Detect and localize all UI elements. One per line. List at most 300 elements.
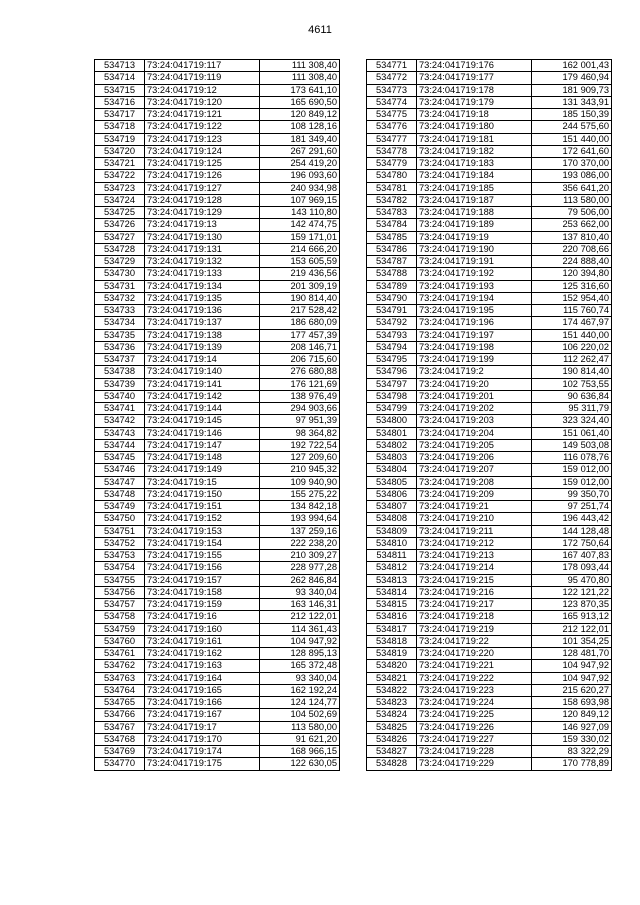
cadastral-value: 210 945,32 xyxy=(260,464,340,476)
table-row xyxy=(95,746,340,758)
cadastral-value: 192 722,54 xyxy=(260,439,340,451)
row-number: 534784 xyxy=(367,219,417,231)
cadastral-value: 190 814,40 xyxy=(260,292,340,304)
table-row xyxy=(95,721,340,733)
cadastral-number: 73:24:041719:191 xyxy=(417,256,532,268)
row-number: 534737 xyxy=(95,354,145,366)
cadastral-number: 73:24:041719:126 xyxy=(145,170,260,182)
cadastral-value: 151 440,00 xyxy=(532,133,612,145)
table-row xyxy=(367,133,612,145)
table-row xyxy=(367,305,612,317)
cadastral-number: 73:24:041719:189 xyxy=(417,219,532,231)
table-row xyxy=(95,231,340,243)
cadastral-value: 146 927,09 xyxy=(532,721,612,733)
cadastral-value: 97 951,39 xyxy=(260,415,340,427)
cadastral-value: 144 128,48 xyxy=(532,525,612,537)
row-number: 534781 xyxy=(367,182,417,194)
row-number: 534813 xyxy=(367,574,417,586)
row-number: 534790 xyxy=(367,292,417,304)
cadastral-number: 73:24:041719:19 xyxy=(417,231,532,243)
table-row xyxy=(367,648,612,660)
cadastral-number: 73:24:041719:166 xyxy=(145,697,260,709)
cadastral-number: 73:24:041719:156 xyxy=(145,562,260,574)
row-number: 534759 xyxy=(95,623,145,635)
row-number: 534770 xyxy=(95,758,145,770)
table-row xyxy=(95,170,340,182)
row-number: 534765 xyxy=(95,697,145,709)
row-number: 534747 xyxy=(95,476,145,488)
cadastral-number: 73:24:041719:224 xyxy=(417,697,532,709)
cadastral-table-right xyxy=(366,59,612,771)
row-number: 534807 xyxy=(367,501,417,513)
cadastral-number: 73:24:041719:157 xyxy=(145,574,260,586)
row-number: 534802 xyxy=(367,439,417,451)
cadastral-value: 170 370,00 xyxy=(532,158,612,170)
row-number: 534823 xyxy=(367,697,417,709)
cadastral-number: 73:24:041719:209 xyxy=(417,488,532,500)
cadastral-number: 73:24:041719:212 xyxy=(417,537,532,549)
cadastral-number: 73:24:041719:221 xyxy=(417,660,532,672)
row-number: 534718 xyxy=(95,121,145,133)
cadastral-number: 73:24:041719:146 xyxy=(145,427,260,439)
table-row xyxy=(95,292,340,304)
cadastral-number: 73:24:041719:144 xyxy=(145,403,260,415)
row-number: 534785 xyxy=(367,231,417,243)
cadastral-number: 73:24:041719:203 xyxy=(417,415,532,427)
cadastral-value: 276 680,88 xyxy=(260,366,340,378)
cadastral-number: 73:24:041719:147 xyxy=(145,439,260,451)
cadastral-value: 215 620,27 xyxy=(532,684,612,696)
cadastral-number: 73:24:041719:21 xyxy=(417,501,532,513)
row-number: 534722 xyxy=(95,170,145,182)
cadastral-number: 73:24:041719:124 xyxy=(145,145,260,157)
row-number: 534817 xyxy=(367,623,417,635)
row-number: 534753 xyxy=(95,550,145,562)
cadastral-value: 104 947,92 xyxy=(532,660,612,672)
row-number: 534767 xyxy=(95,721,145,733)
cadastral-number: 73:24:041719:218 xyxy=(417,611,532,623)
cadastral-number: 73:24:041719:202 xyxy=(417,403,532,415)
cadastral-value: 93 340,04 xyxy=(260,672,340,684)
table-row xyxy=(367,207,612,219)
cadastral-number: 73:24:041719:178 xyxy=(417,84,532,96)
table-row xyxy=(95,121,340,133)
table-row xyxy=(95,488,340,500)
table-row xyxy=(367,72,612,84)
cadastral-number: 73:24:041719:179 xyxy=(417,96,532,108)
table-row xyxy=(367,660,612,672)
row-number: 534821 xyxy=(367,672,417,684)
row-number: 534713 xyxy=(95,60,145,72)
row-number: 534815 xyxy=(367,599,417,611)
cadastral-number: 73:24:041719:117 xyxy=(145,60,260,72)
row-number: 534811 xyxy=(367,550,417,562)
cadastral-value: 91 621,20 xyxy=(260,733,340,745)
row-number: 534734 xyxy=(95,317,145,329)
cadastral-number: 73:24:041719:205 xyxy=(417,439,532,451)
table-row xyxy=(95,550,340,562)
cadastral-number: 73:24:041719:16 xyxy=(145,611,260,623)
cadastral-value: 151 061,40 xyxy=(532,427,612,439)
table-row xyxy=(95,758,340,770)
row-number: 534733 xyxy=(95,305,145,317)
cadastral-value: 162 001,43 xyxy=(532,60,612,72)
cadastral-value: 210 309,27 xyxy=(260,550,340,562)
table-row xyxy=(95,672,340,684)
table-row xyxy=(367,280,612,292)
table-row xyxy=(95,439,340,451)
table-row xyxy=(367,684,612,696)
table-row xyxy=(95,513,340,525)
row-number: 534773 xyxy=(367,84,417,96)
cadastral-value: 177 457,39 xyxy=(260,329,340,341)
cadastral-value: 228 977,28 xyxy=(260,562,340,574)
table-row xyxy=(95,366,340,378)
cadastral-value: 193 994,64 xyxy=(260,513,340,525)
row-number: 534778 xyxy=(367,145,417,157)
row-number: 534762 xyxy=(95,660,145,672)
row-number: 534740 xyxy=(95,390,145,402)
table-row xyxy=(95,390,340,402)
row-number: 534728 xyxy=(95,243,145,255)
cadastral-number: 73:24:041719:148 xyxy=(145,452,260,464)
row-number: 534779 xyxy=(367,158,417,170)
cadastral-value: 212 122,01 xyxy=(532,623,612,635)
cadastral-number: 73:24:041719:227 xyxy=(417,733,532,745)
row-number: 534719 xyxy=(95,133,145,145)
cadastral-number: 73:24:041719:167 xyxy=(145,709,260,721)
table-row xyxy=(367,488,612,500)
cadastral-number: 73:24:041719:154 xyxy=(145,537,260,549)
row-number: 534761 xyxy=(95,648,145,660)
table-row xyxy=(95,72,340,84)
cadastral-number: 73:24:041719:220 xyxy=(417,648,532,660)
cadastral-value: 323 324,40 xyxy=(532,415,612,427)
cadastral-number: 73:24:041719:134 xyxy=(145,280,260,292)
cadastral-value: 172 641,60 xyxy=(532,145,612,157)
cadastral-value: 168 966,15 xyxy=(260,746,340,758)
row-number: 534789 xyxy=(367,280,417,292)
cadastral-value: 79 506,00 xyxy=(532,207,612,219)
table-row xyxy=(367,292,612,304)
table-row xyxy=(367,268,612,280)
row-number: 534774 xyxy=(367,96,417,108)
page-number: 4611 xyxy=(308,24,332,36)
cadastral-number: 73:24:041719:208 xyxy=(417,476,532,488)
row-number: 534826 xyxy=(367,733,417,745)
row-number: 534794 xyxy=(367,341,417,353)
cadastral-number: 73:24:041719:206 xyxy=(417,452,532,464)
cadastral-number: 73:24:041719:193 xyxy=(417,280,532,292)
cadastral-value: 356 641,20 xyxy=(532,182,612,194)
table-row xyxy=(95,280,340,292)
cadastral-value: 254 419,20 xyxy=(260,158,340,170)
cadastral-number: 73:24:041719:125 xyxy=(145,158,260,170)
cadastral-value: 173 641,10 xyxy=(260,84,340,96)
cadastral-number: 73:24:041719:223 xyxy=(417,684,532,696)
row-number: 534793 xyxy=(367,329,417,341)
row-number: 534776 xyxy=(367,121,417,133)
row-number: 534725 xyxy=(95,207,145,219)
cadastral-number: 73:24:041719:184 xyxy=(417,170,532,182)
cadastral-value: 122 630,05 xyxy=(260,758,340,770)
cadastral-number: 73:24:041719:183 xyxy=(417,158,532,170)
cadastral-number: 73:24:041719:177 xyxy=(417,72,532,84)
cadastral-value: 149 503,08 xyxy=(532,439,612,451)
table-row xyxy=(95,635,340,647)
row-number: 534775 xyxy=(367,109,417,121)
cadastral-number: 73:24:041719:133 xyxy=(145,268,260,280)
cadastral-number: 73:24:041719:201 xyxy=(417,390,532,402)
cadastral-value: 120 849,12 xyxy=(532,709,612,721)
table-row xyxy=(367,256,612,268)
table-row xyxy=(367,84,612,96)
cadastral-number: 73:24:041719:15 xyxy=(145,476,260,488)
row-number: 534804 xyxy=(367,464,417,476)
table-row xyxy=(367,427,612,439)
table-row xyxy=(367,121,612,133)
row-number: 534714 xyxy=(95,72,145,84)
table-row xyxy=(367,721,612,733)
row-number: 534724 xyxy=(95,194,145,206)
table-row xyxy=(95,648,340,660)
cadastral-value: 240 934,98 xyxy=(260,182,340,194)
row-number: 534732 xyxy=(95,292,145,304)
row-number: 534782 xyxy=(367,194,417,206)
cadastral-value: 174 467,97 xyxy=(532,317,612,329)
table-row xyxy=(367,733,612,745)
row-number: 534721 xyxy=(95,158,145,170)
row-number: 534827 xyxy=(367,746,417,758)
cadastral-value: 186 680,09 xyxy=(260,317,340,329)
cadastral-value: 220 708,66 xyxy=(532,243,612,255)
cadastral-value: 196 093,60 xyxy=(260,170,340,182)
cadastral-number: 73:24:041719:131 xyxy=(145,243,260,255)
row-number: 534729 xyxy=(95,256,145,268)
cadastral-number: 73:24:041719:161 xyxy=(145,635,260,647)
cadastral-value: 127 209,60 xyxy=(260,452,340,464)
cadastral-value: 111 308,40 xyxy=(260,72,340,84)
row-number: 534795 xyxy=(367,354,417,366)
table-row xyxy=(367,341,612,353)
table-row xyxy=(95,537,340,549)
cadastral-number: 73:24:041719:123 xyxy=(145,133,260,145)
row-number: 534760 xyxy=(95,635,145,647)
cadastral-value: 122 121,22 xyxy=(532,586,612,598)
row-number: 534754 xyxy=(95,562,145,574)
cadastral-number: 73:24:041719:210 xyxy=(417,513,532,525)
cadastral-number: 73:24:041719:226 xyxy=(417,721,532,733)
row-number: 534727 xyxy=(95,231,145,243)
table-row xyxy=(95,660,340,672)
cadastral-number: 73:24:041719:127 xyxy=(145,182,260,194)
table-row xyxy=(95,317,340,329)
table-row xyxy=(367,464,612,476)
cadastral-number: 73:24:041719:199 xyxy=(417,354,532,366)
table-row xyxy=(367,525,612,537)
cadastral-value: 158 693,98 xyxy=(532,697,612,709)
table-row xyxy=(95,243,340,255)
row-number: 534797 xyxy=(367,378,417,390)
row-number: 534717 xyxy=(95,109,145,121)
row-number: 534745 xyxy=(95,452,145,464)
row-number: 534723 xyxy=(95,182,145,194)
cadastral-value: 212 122,01 xyxy=(260,611,340,623)
cadastral-number: 73:24:041719:213 xyxy=(417,550,532,562)
cadastral-number: 73:24:041719:192 xyxy=(417,268,532,280)
table-row xyxy=(367,231,612,243)
cadastral-number: 73:24:041719:164 xyxy=(145,672,260,684)
cadastral-value: 104 502,69 xyxy=(260,709,340,721)
cadastral-value: 99 350,70 xyxy=(532,488,612,500)
cadastral-number: 73:24:041719:149 xyxy=(145,464,260,476)
table-row xyxy=(367,194,612,206)
row-number: 534755 xyxy=(95,574,145,586)
cadastral-value: 163 146,31 xyxy=(260,599,340,611)
cadastral-number: 73:24:041719:132 xyxy=(145,256,260,268)
cadastral-value: 196 443,42 xyxy=(532,513,612,525)
cadastral-number: 73:24:041719:12 xyxy=(145,84,260,96)
cadastral-number: 73:24:041719:175 xyxy=(145,758,260,770)
row-number: 534787 xyxy=(367,256,417,268)
cadastral-table-left xyxy=(94,59,340,771)
row-number: 534824 xyxy=(367,709,417,721)
row-number: 534816 xyxy=(367,611,417,623)
table-row xyxy=(367,758,612,770)
cadastral-number: 73:24:041719:185 xyxy=(417,182,532,194)
cadastral-number: 73:24:041719:18 xyxy=(417,109,532,121)
cadastral-value: 107 969,15 xyxy=(260,194,340,206)
row-number: 534777 xyxy=(367,133,417,145)
row-number: 534786 xyxy=(367,243,417,255)
table-row xyxy=(367,611,612,623)
table-row xyxy=(367,329,612,341)
row-number: 534749 xyxy=(95,501,145,513)
cadastral-value: 95 470,80 xyxy=(532,574,612,586)
row-number: 534801 xyxy=(367,427,417,439)
table-row xyxy=(367,390,612,402)
cadastral-number: 73:24:041719:182 xyxy=(417,145,532,157)
cadastral-value: 165 690,50 xyxy=(260,96,340,108)
table-row xyxy=(367,182,612,194)
row-number: 534828 xyxy=(367,758,417,770)
cadastral-number: 73:24:041719:20 xyxy=(417,378,532,390)
row-number: 534748 xyxy=(95,488,145,500)
table-row xyxy=(367,746,612,758)
row-number: 534792 xyxy=(367,317,417,329)
cadastral-number: 73:24:041719:141 xyxy=(145,378,260,390)
row-number: 534764 xyxy=(95,684,145,696)
table-row xyxy=(95,562,340,574)
row-number: 534806 xyxy=(367,488,417,500)
row-number: 534803 xyxy=(367,452,417,464)
table-row xyxy=(367,697,612,709)
row-number: 534812 xyxy=(367,562,417,574)
table-row xyxy=(367,709,612,721)
cadastral-value: 128 481,70 xyxy=(532,648,612,660)
cadastral-number: 73:24:041719:222 xyxy=(417,672,532,684)
row-number: 534820 xyxy=(367,660,417,672)
row-number: 534814 xyxy=(367,586,417,598)
cadastral-number: 73:24:041719:121 xyxy=(145,109,260,121)
cadastral-value: 102 753,55 xyxy=(532,378,612,390)
cadastral-number: 73:24:041719:163 xyxy=(145,660,260,672)
cadastral-number: 73:24:041719:204 xyxy=(417,427,532,439)
cadastral-number: 73:24:041719:150 xyxy=(145,488,260,500)
row-number: 534805 xyxy=(367,476,417,488)
table-row xyxy=(95,697,340,709)
table-row xyxy=(367,599,612,611)
cadastral-value: 113 580,00 xyxy=(532,194,612,206)
table-row xyxy=(95,84,340,96)
cadastral-value: 179 460,94 xyxy=(532,72,612,84)
cadastral-value: 138 976,49 xyxy=(260,390,340,402)
cadastral-value: 185 150,39 xyxy=(532,109,612,121)
cadastral-number: 73:24:041719:228 xyxy=(417,746,532,758)
row-number: 534780 xyxy=(367,170,417,182)
cadastral-value: 95 311,79 xyxy=(532,403,612,415)
table-row xyxy=(95,586,340,598)
cadastral-number: 73:24:041719:13 xyxy=(145,219,260,231)
cadastral-number: 73:24:041719:17 xyxy=(145,721,260,733)
cadastral-number: 73:24:041719:176 xyxy=(417,60,532,72)
row-number: 534772 xyxy=(367,72,417,84)
row-number: 534825 xyxy=(367,721,417,733)
row-number: 534746 xyxy=(95,464,145,476)
table-row xyxy=(95,354,340,366)
cadastral-value: 201 309,19 xyxy=(260,280,340,292)
row-number: 534757 xyxy=(95,599,145,611)
cadastral-value: 172 750,64 xyxy=(532,537,612,549)
cadastral-value: 128 895,13 xyxy=(260,648,340,660)
row-number: 534743 xyxy=(95,427,145,439)
cadastral-value: 267 291,60 xyxy=(260,145,340,157)
table-row xyxy=(95,574,340,586)
table-row xyxy=(95,305,340,317)
table-row xyxy=(367,635,612,647)
table-row xyxy=(95,623,340,635)
cadastral-value: 116 078,76 xyxy=(532,452,612,464)
cadastral-value: 222 238,20 xyxy=(260,537,340,549)
cadastral-number: 73:24:041719:165 xyxy=(145,684,260,696)
cadastral-number: 73:24:041719:135 xyxy=(145,292,260,304)
table-row xyxy=(95,341,340,353)
row-number: 534735 xyxy=(95,329,145,341)
cadastral-number: 73:24:041719:130 xyxy=(145,231,260,243)
row-number: 534715 xyxy=(95,84,145,96)
table-row xyxy=(367,170,612,182)
cadastral-value: 165 372,48 xyxy=(260,660,340,672)
table-row xyxy=(95,268,340,280)
table-row xyxy=(95,476,340,488)
cadastral-value: 124 124,77 xyxy=(260,697,340,709)
table-row xyxy=(95,158,340,170)
table-row xyxy=(95,709,340,721)
cadastral-value: 112 262,47 xyxy=(532,354,612,366)
row-number: 534791 xyxy=(367,305,417,317)
row-number: 534809 xyxy=(367,525,417,537)
row-number: 534741 xyxy=(95,403,145,415)
cadastral-number: 73:24:041719:217 xyxy=(417,599,532,611)
row-number: 534810 xyxy=(367,537,417,549)
table-row xyxy=(367,415,612,427)
row-number: 534769 xyxy=(95,746,145,758)
table-row xyxy=(95,109,340,121)
cadastral-number: 73:24:041719:181 xyxy=(417,133,532,145)
cadastral-value: 143 110,80 xyxy=(260,207,340,219)
cadastral-value: 224 888,40 xyxy=(532,256,612,268)
cadastral-value: 114 361,43 xyxy=(260,623,340,635)
